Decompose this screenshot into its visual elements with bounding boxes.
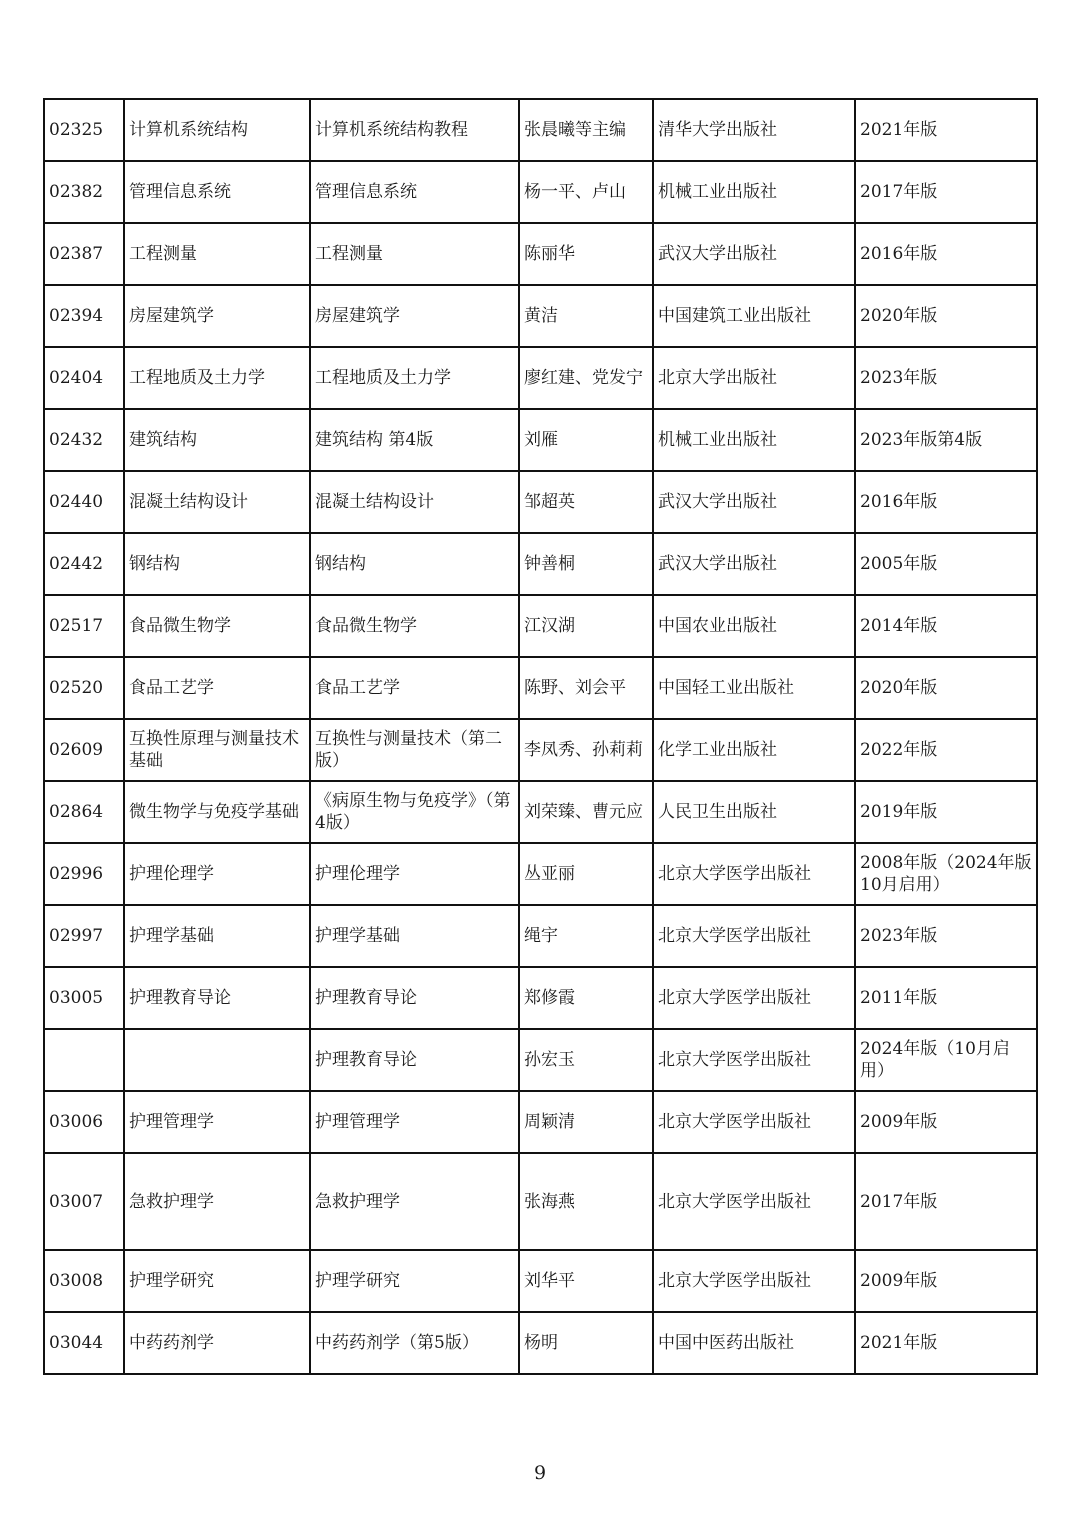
table-row — [44, 1250, 1037, 1312]
course-code-cell: 03006 — [44, 1091, 124, 1153]
publisher-cell: 化学工业出版社 — [653, 719, 855, 781]
table-row — [44, 347, 1037, 409]
book-title-cell: 护理教育导论 — [310, 967, 519, 1029]
course-code-cell: 02609 — [44, 719, 124, 781]
author-cell: 张晨曦等主编 — [519, 99, 653, 161]
course-code-cell: 02997 — [44, 905, 124, 967]
author-cell: 张海燕 — [519, 1153, 653, 1250]
publisher-cell: 中国中医药出版社 — [653, 1312, 855, 1374]
publisher-cell: 武汉大学出版社 — [653, 223, 855, 285]
edition-cell: 2021年版 — [855, 99, 1037, 161]
course-name-cell: 中药药剂学 — [124, 1312, 310, 1374]
table-row — [44, 1029, 1037, 1091]
book-title-cell: 中药药剂学（第5版） — [310, 1312, 519, 1374]
course-code-cell: 02394 — [44, 285, 124, 347]
publisher-cell: 清华大学出版社 — [653, 99, 855, 161]
course-name-cell — [124, 1029, 310, 1091]
publisher-cell: 北京大学医学出版社 — [653, 1091, 855, 1153]
book-title-cell: 护理学研究 — [310, 1250, 519, 1312]
course-code-cell: 02382 — [44, 161, 124, 223]
author-cell: 杨明 — [519, 1312, 653, 1374]
edition-cell: 2016年版 — [855, 223, 1037, 285]
edition-cell: 2008年版（2024年版10月启用） — [855, 843, 1037, 905]
book-title-cell: 急救护理学 — [310, 1153, 519, 1250]
book-title-cell: 混凝土结构设计 — [310, 471, 519, 533]
author-cell: 丛亚丽 — [519, 843, 653, 905]
course-code-cell: 02442 — [44, 533, 124, 595]
edition-cell: 2023年版 — [855, 905, 1037, 967]
course-code-cell: 02432 — [44, 409, 124, 471]
course-name-cell: 房屋建筑学 — [124, 285, 310, 347]
author-cell: 绳宇 — [519, 905, 653, 967]
course-name-cell: 护理学研究 — [124, 1250, 310, 1312]
publisher-cell: 北京大学医学出版社 — [653, 843, 855, 905]
book-title-cell: 护理学基础 — [310, 905, 519, 967]
book-title-cell: 食品工艺学 — [310, 657, 519, 719]
table-row — [44, 285, 1037, 347]
course-name-cell: 护理学基础 — [124, 905, 310, 967]
edition-cell: 2020年版 — [855, 657, 1037, 719]
course-code-cell: 02517 — [44, 595, 124, 657]
table-row — [44, 1312, 1037, 1374]
author-cell: 刘华平 — [519, 1250, 653, 1312]
course-code-cell: 03005 — [44, 967, 124, 1029]
edition-cell: 2021年版 — [855, 1312, 1037, 1374]
author-cell: 周颖清 — [519, 1091, 653, 1153]
course-code-cell: 02520 — [44, 657, 124, 719]
course-name-cell: 护理教育导论 — [124, 967, 310, 1029]
table-row — [44, 719, 1037, 781]
table-row — [44, 595, 1037, 657]
book-title-cell: 房屋建筑学 — [310, 285, 519, 347]
course-code-cell: 03007 — [44, 1153, 124, 1250]
publisher-cell: 武汉大学出版社 — [653, 533, 855, 595]
course-name-cell: 食品工艺学 — [124, 657, 310, 719]
page-number: 9 — [533, 1462, 547, 1484]
table-row — [44, 223, 1037, 285]
table-row — [44, 161, 1037, 223]
book-title-cell: 护理教育导论 — [310, 1029, 519, 1091]
course-code-cell: 02996 — [44, 843, 124, 905]
author-cell: 江汉湖 — [519, 595, 653, 657]
book-title-cell: 《病原生物与免疫学》（第4版） — [310, 781, 519, 843]
book-title-cell: 互换性与测量技术（第二版） — [310, 719, 519, 781]
table-row — [44, 99, 1037, 161]
edition-cell: 2023年版 — [855, 347, 1037, 409]
publisher-cell: 中国农业出版社 — [653, 595, 855, 657]
table-row — [44, 967, 1037, 1029]
table-row — [44, 409, 1037, 471]
course-name-cell: 互换性原理与测量技术基础 — [124, 719, 310, 781]
publisher-cell: 中国轻工业出版社 — [653, 657, 855, 719]
book-title-cell: 钢结构 — [310, 533, 519, 595]
book-title-cell: 计算机系统结构教程 — [310, 99, 519, 161]
author-cell: 孙宏玉 — [519, 1029, 653, 1091]
publisher-cell: 北京大学医学出版社 — [653, 967, 855, 1029]
table-row — [44, 657, 1037, 719]
course-code-cell: 02404 — [44, 347, 124, 409]
edition-cell: 2016年版 — [855, 471, 1037, 533]
author-cell: 刘雁 — [519, 409, 653, 471]
table-row — [44, 1153, 1037, 1250]
publisher-cell: 北京大学医学出版社 — [653, 1250, 855, 1312]
course-code-cell — [44, 1029, 124, 1091]
edition-cell: 2022年版 — [855, 719, 1037, 781]
author-cell: 陈丽华 — [519, 223, 653, 285]
author-cell: 郑修霞 — [519, 967, 653, 1029]
publisher-cell: 北京大学医学出版社 — [653, 905, 855, 967]
author-cell: 刘荣臻、曹元应 — [519, 781, 653, 843]
book-title-cell: 工程测量 — [310, 223, 519, 285]
book-title-cell: 食品微生物学 — [310, 595, 519, 657]
publisher-cell: 机械工业出版社 — [653, 161, 855, 223]
publisher-cell: 北京大学医学出版社 — [653, 1153, 855, 1250]
book-title-cell: 护理伦理学 — [310, 843, 519, 905]
course-code-cell: 02387 — [44, 223, 124, 285]
edition-cell: 2014年版 — [855, 595, 1037, 657]
book-title-cell: 护理管理学 — [310, 1091, 519, 1153]
publisher-cell: 机械工业出版社 — [653, 409, 855, 471]
course-code-cell: 02440 — [44, 471, 124, 533]
course-name-cell: 混凝土结构设计 — [124, 471, 310, 533]
course-code-cell: 03008 — [44, 1250, 124, 1312]
publisher-cell: 武汉大学出版社 — [653, 471, 855, 533]
course-name-cell: 护理管理学 — [124, 1091, 310, 1153]
author-cell: 廖红建、党发宁 — [519, 347, 653, 409]
course-name-cell: 工程地质及土力学 — [124, 347, 310, 409]
edition-cell: 2009年版 — [855, 1091, 1037, 1153]
table-row — [44, 1091, 1037, 1153]
edition-cell: 2017年版 — [855, 161, 1037, 223]
table-row — [44, 843, 1037, 905]
book-title-cell: 工程地质及土力学 — [310, 347, 519, 409]
book-title-cell: 管理信息系统 — [310, 161, 519, 223]
table-row — [44, 533, 1037, 595]
edition-cell: 2024年版（10月启用） — [855, 1029, 1037, 1091]
author-cell: 钟善桐 — [519, 533, 653, 595]
course-name-cell: 食品微生物学 — [124, 595, 310, 657]
course-name-cell: 建筑结构 — [124, 409, 310, 471]
author-cell: 李凤秀、孙莉莉 — [519, 719, 653, 781]
author-cell: 邹超英 — [519, 471, 653, 533]
publisher-cell: 中国建筑工业出版社 — [653, 285, 855, 347]
course-code-cell: 02864 — [44, 781, 124, 843]
edition-cell: 2017年版 — [855, 1153, 1037, 1250]
edition-cell: 2009年版 — [855, 1250, 1037, 1312]
course-name-cell: 计算机系统结构 — [124, 99, 310, 161]
publisher-cell: 人民卫生出版社 — [653, 781, 855, 843]
table-row — [44, 471, 1037, 533]
course-code-cell: 02325 — [44, 99, 124, 161]
table-row — [44, 781, 1037, 843]
author-cell: 黄洁 — [519, 285, 653, 347]
course-name-cell: 管理信息系统 — [124, 161, 310, 223]
edition-cell: 2020年版 — [855, 285, 1037, 347]
course-name-cell: 急救护理学 — [124, 1153, 310, 1250]
edition-cell: 2019年版 — [855, 781, 1037, 843]
edition-cell: 2023年版第4版 — [855, 409, 1037, 471]
book-title-cell: 建筑结构 第4版 — [310, 409, 519, 471]
publisher-cell: 北京大学出版社 — [653, 347, 855, 409]
table-row — [44, 905, 1037, 967]
course-code-cell: 03044 — [44, 1312, 124, 1374]
course-name-cell: 护理伦理学 — [124, 843, 310, 905]
edition-cell: 2005年版 — [855, 533, 1037, 595]
author-cell: 杨一平、卢山 — [519, 161, 653, 223]
edition-cell: 2011年版 — [855, 967, 1037, 1029]
textbook-table — [43, 98, 1038, 1375]
textbook-table-body — [44, 99, 1037, 1374]
publisher-cell: 北京大学医学出版社 — [653, 1029, 855, 1091]
course-name-cell: 钢结构 — [124, 533, 310, 595]
author-cell: 陈野、刘会平 — [519, 657, 653, 719]
course-name-cell: 微生物学与免疫学基础 — [124, 781, 310, 843]
course-name-cell: 工程测量 — [124, 223, 310, 285]
